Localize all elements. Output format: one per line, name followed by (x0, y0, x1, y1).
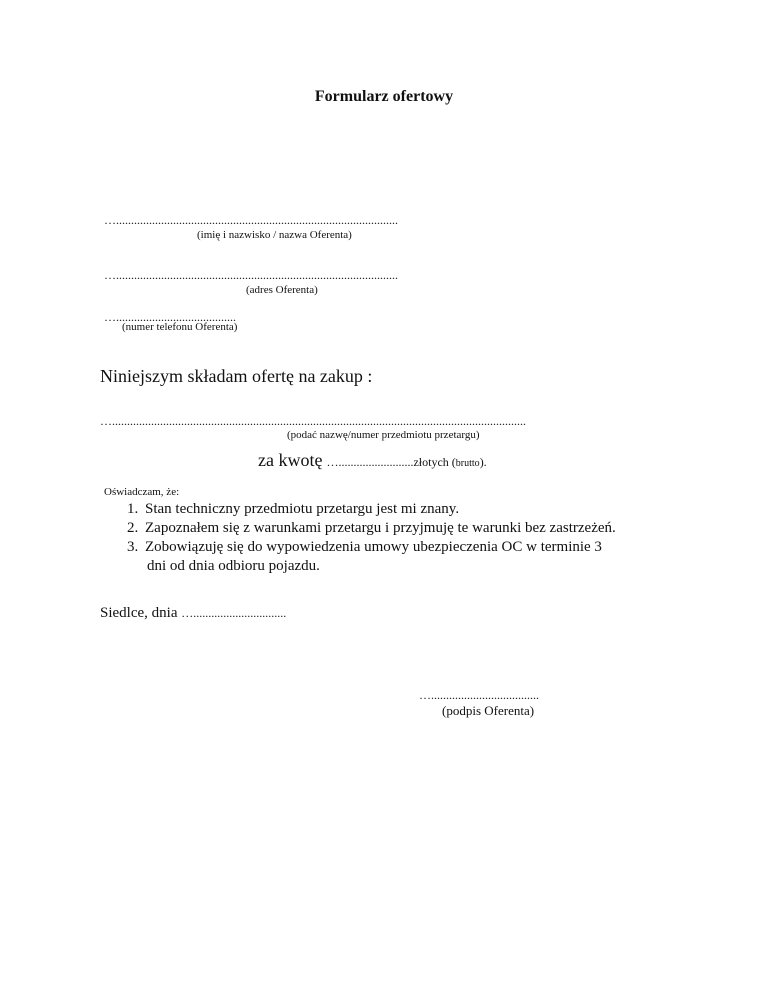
offeror-address-caption: (adres Oferenta) (246, 284, 318, 296)
page-title: Formularz ofertowy (314, 88, 454, 105)
declaration-list (127, 500, 616, 576)
offeror-phone-caption: (numer telefonu Oferenta) (122, 321, 238, 333)
offer-subject-caption: (podać nazwę/numer przedmiotu przetargu) (287, 429, 480, 441)
price-field: …......................... (326, 455, 414, 469)
place-date-label: Siedlce, dnia (100, 605, 178, 621)
signature-field: ….................................... (419, 688, 539, 702)
declaration-heading: Oświadczam, że: (104, 486, 180, 498)
list-item-text: Zobowiązuję się do wypowiedzenia umowy ubezpieczenia OC w terminie 3 (145, 539, 602, 555)
list-item-continuation: dni od dnia odbioru pojazdu. (147, 558, 320, 574)
list-item-number: 3. (127, 539, 139, 555)
offer-price-line (258, 450, 487, 471)
list-item-number: 2. (127, 520, 139, 536)
price-gross: brutto (455, 458, 480, 469)
date-field: …............................... (181, 606, 287, 620)
signature-caption: (podpis Oferenta) (442, 703, 535, 718)
list-item (127, 519, 616, 538)
list-item (127, 538, 616, 576)
offeror-phone-field: …........................................ (104, 310, 236, 324)
list-item-number: 1. (127, 501, 139, 517)
price-suffix: ). (479, 455, 487, 469)
price-currency: złotych ( (413, 455, 456, 469)
list-item-text: Zapoznałem się z warunkami przetargu i przyjmuję te warunki bez zastrzeżeń. (145, 520, 616, 536)
offer-heading: Niniejszym składam ofertę na zakup : (100, 366, 373, 386)
offeror-name-caption: (imię i nazwisko / nazwa Oferenta) (197, 229, 352, 241)
list-item-text: Stan techniczny przedmiotu przetargu jest mi znany. (145, 501, 460, 517)
price-prefix: za kwotę (258, 450, 323, 470)
list-item (127, 500, 616, 519)
place-date-line (100, 605, 286, 622)
offeror-address-field: ….............................................................................................. (104, 268, 398, 282)
offeror-name-field: ….............................................................................................. (104, 213, 398, 227)
offer-subject-field: ….......................................................................................................................................... (100, 414, 526, 428)
